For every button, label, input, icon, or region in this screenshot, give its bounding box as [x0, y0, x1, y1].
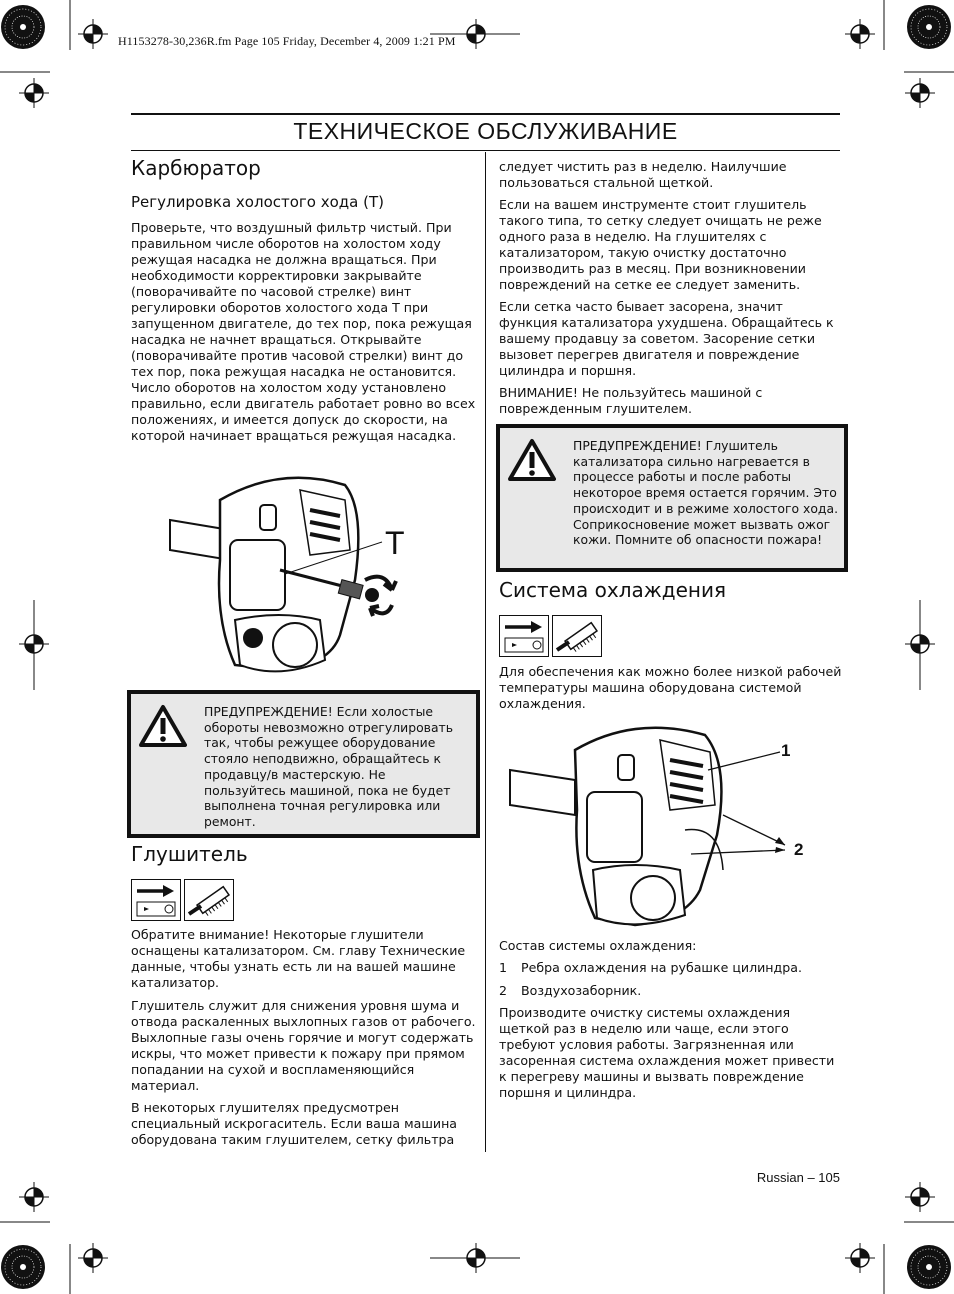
print-header: H1153278-30,236R.fm Page 105 Friday, December 4, 2009 1:21 PM [118, 34, 456, 48]
idle-warning-text: ПРЕДУПРЕЖДЕНИЕ! Если холостые обороты невозможно отрегулировать так, чтобы режущее оборудование стояло неподвижно, обращайтесь к продавцу/в мастерскую. Не пользуйтесь машиной, пока не будет выполнена точная регулировка или ремонт. [204, 704, 454, 829]
cooling-text-1: Для обеспечения как можно более низкой рабочей температуры машина оборудована системой охлаждения. [499, 664, 842, 711]
carburetor-figure [160, 470, 420, 685]
right-text-2: Если на вашем инструменте стоит глушитель такого типа, то сетку следует очищать не реже одного раза в неделю. На глушителях с катализатором, такую очистку достаточно производить раз в месяц. При возникновении повреждений на сетке ее следует заменить. [499, 197, 822, 292]
brush-icon [184, 879, 234, 921]
title-rule-bottom [131, 150, 840, 151]
cooling-list-item-1 [499, 960, 844, 976]
right-text-attention: ВНИМАНИЕ! Не пользуйтесь машиной с поврежденным глушителем. [499, 385, 763, 416]
list-text: Ребра охлаждения на рубашке цилиндра. [521, 960, 802, 975]
arrow-icon [499, 615, 549, 657]
title-rule-top [131, 113, 840, 115]
cooling-figure [505, 720, 805, 935]
callout-2: 2 [794, 840, 804, 859]
warning-triangle-icon [139, 704, 187, 748]
list-text: Воздухозаборник. [521, 983, 642, 998]
catalyst-warning-box [496, 424, 848, 572]
muffler-text-2: Глушитель служит для снижения уровня шума и отвода раскаленных выхлопных газов от рабочего. Выхлопные газы очень горячие и могут содержать искры, что может привести к пожару при прямом попадании на сухой и воспламеняющийся материал. [131, 998, 476, 1093]
arrow-icon [131, 879, 181, 921]
figure-label-t: T [385, 525, 405, 561]
muffler-text-1: Обратите внимание! Некоторые глушители оснащены катализатором. См. главу Технические данные, чтобы узнать есть ли на вашей машине катализатор. [131, 927, 466, 990]
list-number: 1 [499, 960, 508, 975]
column-divider [485, 152, 486, 1152]
right-text-1: следует чистить раз в неделю. Наилучшие пользоваться стальной щеткой. [499, 159, 787, 190]
idle-heading: Регулировка холостого хода (T) [131, 193, 384, 211]
page-title: ТЕХНИЧЕСКОЕ ОБСЛУЖИВАНИЕ [293, 118, 678, 144]
idle-warning-inner [131, 694, 476, 834]
composition-label: Состав системы охлаждения: [499, 938, 697, 953]
muffler-text-3: В некоторых глушителях предусмотрен специальный искрогаситель. Если ваша машина оборудована таким глушителем, сетку фильтра [131, 1100, 458, 1147]
callout-1: 1 [781, 741, 791, 760]
right-text-3: Если сетка часто бывает засорена, значит функция катализатора ухудшена. Обращайтесь к вашему продавцу за советом. Засорение сетки вызовет перегрев двигателя и повреждение цилиндра и поршня. [499, 299, 834, 378]
muffler-heading: Глушитель [131, 842, 248, 866]
idle-warning-box [127, 690, 480, 838]
idle-text: Проверьте, что воздушный фильтр чистый. При правильном числе оборотов на холостом ходу режущая насадка не должна вращаться. При необходимости корректировки закрывайте (поворачивайте по часовой стрелке) винт регулировки оборотов холостого хода T при запущенном двигателе, до тех пор, пока режущая насадка не начнет вращаться. Открывайте (поворачивайте против часовой стрелки) винт до тех пор, пока режущая насадка не остановится. Число оборотов на холостом ходу установлено правильно, если двигатель работает ровно во всех положениях, и имеется допуск до скорости, на которой начинает вращаться режущая насадка. [131, 220, 476, 443]
warning-triangle-icon [508, 438, 556, 482]
list-number: 2 [499, 983, 508, 998]
carburetor-heading: Карбюратор [131, 156, 261, 180]
cooling-heading: Система охлаждения [499, 578, 726, 602]
cooling-list-item-2 [499, 983, 844, 999]
brush-icon [552, 615, 602, 657]
catalyst-warning-inner [500, 428, 844, 568]
catalyst-warning-text: ПРЕДУПРЕЖДЕНИЕ! Глушитель катализатора сильно нагревается в процессе работы и после работы некоторое время остается горячим. Это происходит и в режиме холостого хода. Соприкосновение может вызвать ожог кожи. Помните об опасности пожара! [573, 438, 839, 548]
cooling-text-2: Производите очистку системы охлаждения щеткой раз в неделю или чаще, если этого требуют условия работы. Загрязненная или засоренная система охлаждения может привести к перегреву машины и вызвать повреждение поршня и цилиндра. [499, 1005, 835, 1100]
page-footer: Russian – 105 [756, 1170, 840, 1185]
